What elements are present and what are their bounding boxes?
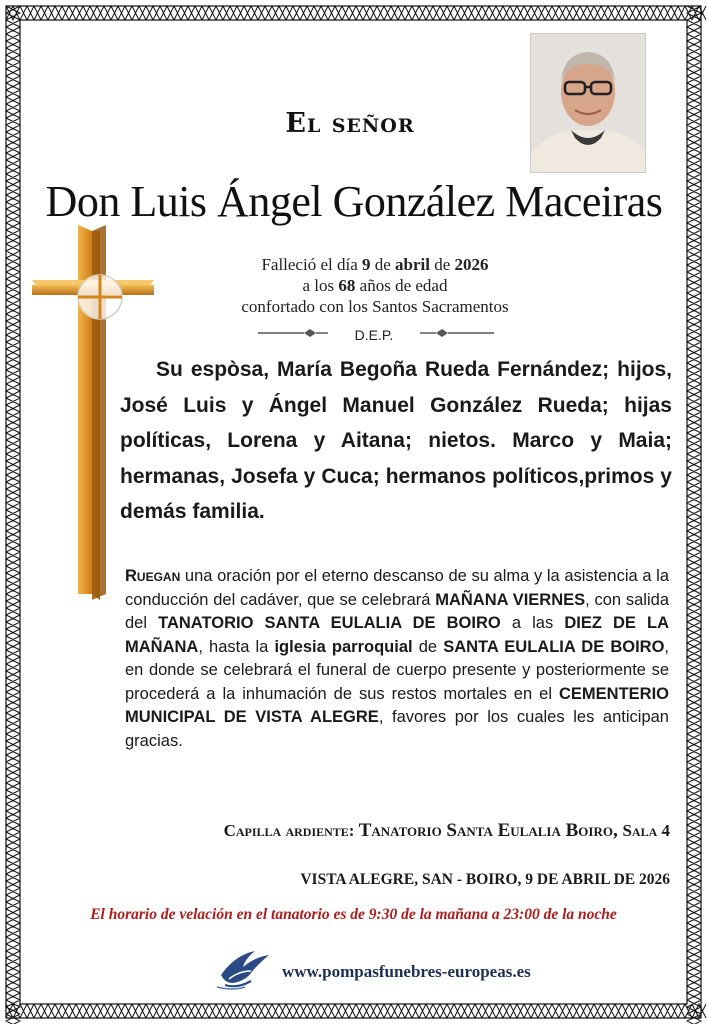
chapel-room: Sala 4	[622, 821, 670, 840]
deceased-name: Don Luis Ángel González Maceiras	[45, 177, 663, 226]
sacraments-line: confortado con los Santos Sacramentos	[241, 297, 509, 316]
website-link[interactable]: www.pompasfunebres-europeas.es	[282, 962, 531, 981]
chapel-label: Capilla ardiente:	[223, 821, 359, 840]
family-paragraph: Su espòsa, María Begoña Rueda Fernández; hijos, José Luis y Ángel Manuel González Rueda; hijas políticas, Lorena y Aitana; nietos. Marco y Maia; hermanas, Josefa y Cuca; hermanos políticos,primos y demás familia.	[120, 358, 672, 523]
dep-label: D.E.P.	[354, 327, 394, 343]
place-date: VISTA ALEGRE, SAN - BOIRO, 9 DE ABRIL DE 2026	[300, 871, 670, 888]
chapel-info	[150, 820, 670, 842]
wake-schedule: El horario de velación en el tanatorio es de 9:30 de la mañana a 23:00 de la noche	[90, 906, 617, 923]
death-date-line: Falleció el día 9 de abril de 2026	[261, 255, 489, 274]
ceremony-paragraph: Ruegan una oración por el eterno descanso de su alma y la asistencia a la conducción del cadáver, que se celebrará MAÑANA VIERNES, con salida del TANATORIO SANTA EULALIA DE BOIRO a las DIEZ DE LA MAÑANA, hasta la iglesia parroquial de SANTA EULALIA DE BOIRO, en donde se celebrará el funeral de cuerpo presente y posteriormente se procederá a la inhumación de sus restos mortales en el CEMENTERIO MUNICIPAL DE VISTA ALEGRE, favores por los cuales les anticipan gracias.	[125, 567, 670, 750]
heading: El señor	[285, 108, 415, 139]
age-line: a los 68 años de edad	[302, 276, 448, 295]
portrait-photo	[530, 33, 646, 173]
dove-logo-icon	[215, 945, 275, 990]
portrait-icon	[531, 34, 645, 172]
chapel-value: Tanatorio Santa Eulalia Boiro,	[358, 820, 623, 841]
